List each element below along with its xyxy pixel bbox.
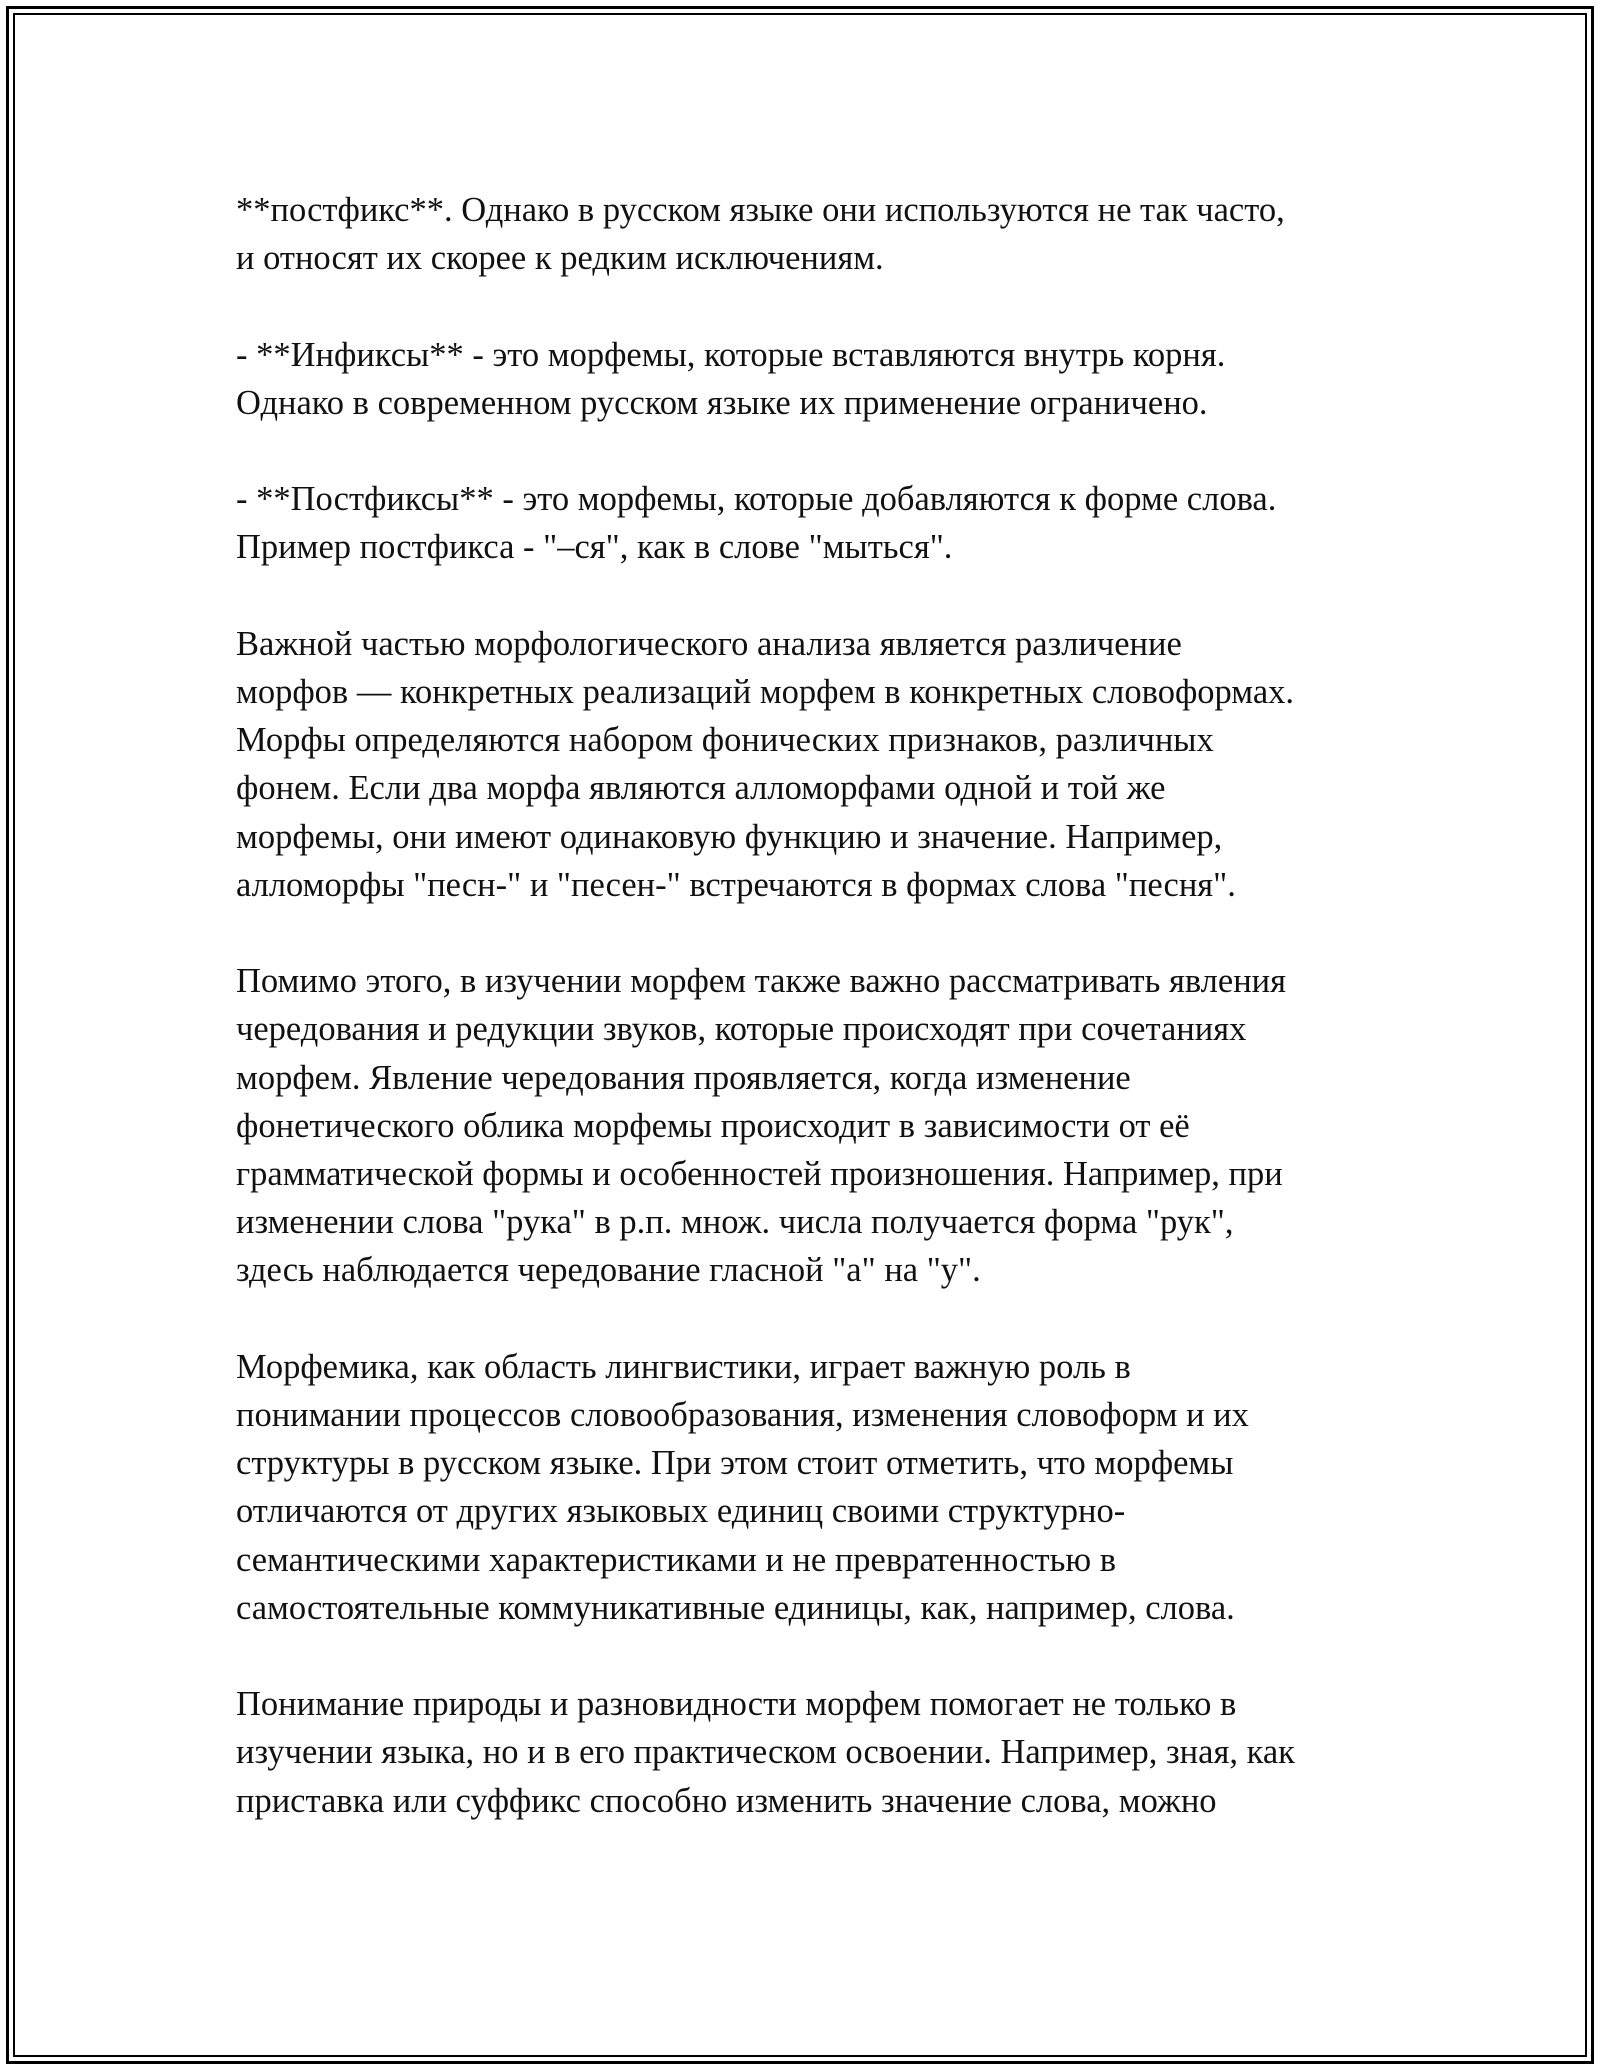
text-line: **постфикс**. Однако в русском языке они используются не так часто, [236, 191, 1285, 229]
paragraph-understanding [236, 1680, 1376, 1825]
text-line: фонем. Если два морфа являются алломорфами одной и той же [236, 769, 1166, 808]
text-line: Важной частью морфологического анализа является различение [236, 624, 1182, 663]
text-line: морфемы, они имеют одинаковую функцию и значение. Например, [236, 817, 1223, 856]
text-line: понимании процессов словообразования, изменения словоформ и их [236, 1396, 1249, 1434]
paragraph-alternation [236, 957, 1376, 1294]
text-line: самостоятельные коммуникативные единицы, как, например, слова. [236, 1588, 1235, 1627]
paragraph-postfixes [236, 475, 1376, 571]
text-line: алломорфы "песн-" и "песен-" встречаются в формах слова "песня". [236, 865, 1236, 904]
text-line: изменении слова "рука" в р.п. множ. числа получается форма "рук", [236, 1203, 1234, 1242]
text-line: изучении языка, но и в его практическом освоении. Например, зная, как [236, 1733, 1295, 1772]
text-line: семантическими характеристиками и не превратенностью в [236, 1540, 1117, 1579]
paragraph-postfix-intro [236, 186, 1376, 282]
text-line: Морфемика, как область лингвистики, играет важную роль в [236, 1347, 1131, 1386]
text-line: здесь наблюдается чередование гласной "а" на "у". [236, 1251, 981, 1290]
paragraph-morphs [236, 620, 1376, 909]
text-line: морфов — конкретных реализаций морфем в конкретных словоформах. [236, 672, 1295, 711]
text-line: морфем. Явление чередования проявляется, когда изменение [236, 1058, 1131, 1097]
text-line: Морфы определяются набором фонических признаков, различных [236, 721, 1214, 760]
text-line: Понимание природы и разновидности морфем помогает не только в [236, 1685, 1237, 1724]
text-line: отличаются от других языковых единиц своими структурно- [236, 1492, 1126, 1531]
text-line: и относят их скорее к редким исключениям. [236, 239, 884, 278]
text-line: Помимо этого, в изучении морфем также важно рассматривать явления [236, 962, 1286, 1001]
paragraph-infixes [236, 331, 1376, 427]
text-line: чередования и редукции звуков, которые происходят при сочетаниях [236, 1010, 1247, 1049]
text-line: - **Постфиксы** - это морфемы, которые добавляются к форме слова. [236, 480, 1277, 519]
text-line: - **Инфиксы** - это морфемы, которые вставляются внутрь корня. [236, 335, 1226, 374]
document-body [236, 186, 1376, 1873]
text-line: Однако в современном русском языке их применение ограничено. [236, 383, 1208, 422]
paragraph-morphemics [236, 1343, 1376, 1632]
text-line: приставка или суффикс способно изменить значение слова, можно [236, 1781, 1217, 1820]
text-line: фонетического облика морфемы происходит в зависимости от её [236, 1106, 1190, 1145]
text-line: Пример постфикса - "–ся", как в слове "мыться". [236, 528, 953, 567]
text-line: грамматической формы и особенностей произношения. Например, при [236, 1155, 1283, 1193]
text-line: структуры в русском языке. При этом стоит отметить, что морфемы [236, 1444, 1234, 1483]
